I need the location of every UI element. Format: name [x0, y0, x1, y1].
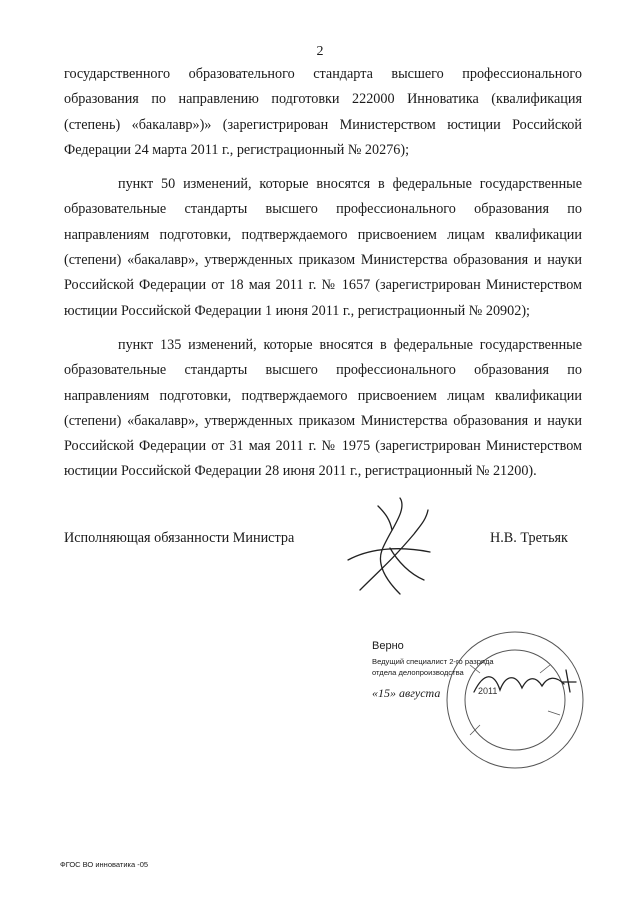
- paragraph-item-50: пункт 50 изменений, которые вносятся в федеральные государственные образовательные стандарты высшего профессионального образования по направлениям подготовки, подтверждаемого присвоением лицам квалификации (степени) «бакалавр», утвержденных приказом Министерства образования и науки Российской Федерации от 18 мая 2011 г. № 1657 (зарегистрирован Министерством юстиции Российской Федерации 1 июня 2011 г., регистрационный № 20902);: [64, 176, 582, 319]
- certification-year: 2011: [478, 686, 498, 696]
- handwritten-signature: [330, 490, 450, 610]
- paragraph-item-135: пункт 135 изменений, которые вносятся в федеральные государственные образовательные стандарты высшего профессионального образования по направлениям подготовки, подтверждаемого присвоением лицам квалификации (степени) «бакалавр», утвержденных приказом Министерства образования и науки Российской Федерации от 31 мая 2011 г. № 1975 (зарегистрирован Министерством юстиции Российской Федерации 28 июня 2011 г., регистрационный № 21200).: [64, 336, 582, 480]
- page-number: 2: [316, 44, 324, 59]
- certification-signature: [470, 662, 580, 702]
- signer-title: Исполняющая обязанности Министра: [64, 530, 295, 546]
- document-body: [64, 62, 582, 494]
- signer-name: Н.В. Третьяк: [490, 530, 568, 546]
- certification-role: Ведущий специалист 2-го разряда отдела делопроизводства: [372, 657, 494, 677]
- footer-code: ФГОС ВО инноватика -05: [60, 860, 149, 869]
- certification-date: «15» августа: [372, 686, 441, 700]
- certification-verno: Верно: [372, 640, 404, 652]
- paragraph-continuation: государственного образовательного стандарта высшего профессионального образования по направлению подготовки 222000 Инноватика (квалификация (степень) «бакалавр»)» (зарегистрирован Министерством юстиции Российской Федерации 24 марта 2011 г., регистрационный № 20276);: [64, 66, 582, 158]
